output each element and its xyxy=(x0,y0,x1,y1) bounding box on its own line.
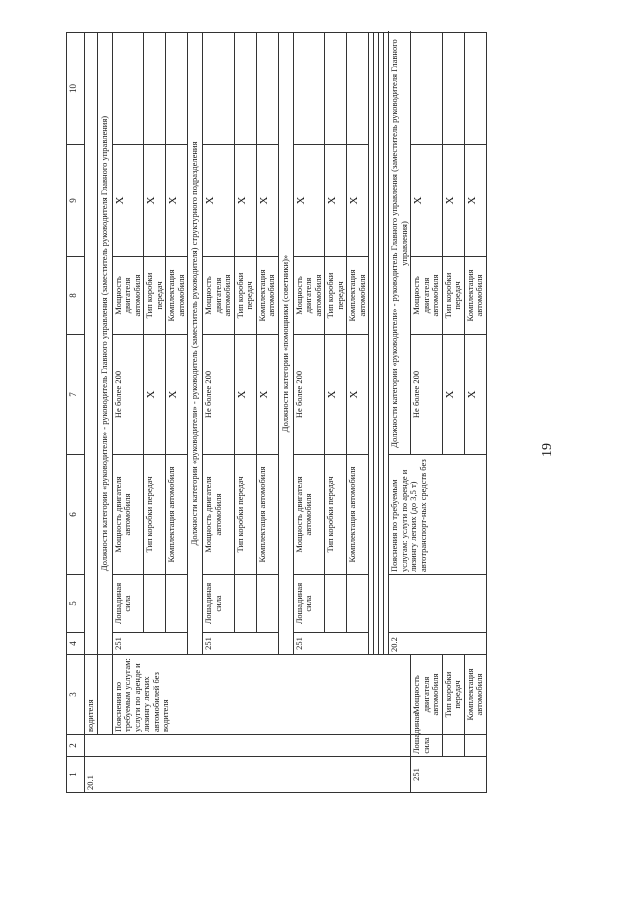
x-mark: X xyxy=(347,335,369,455)
characteristic-value: Не более 200 xyxy=(293,335,325,455)
characteristic-name: Комплектация автомобиля xyxy=(256,257,278,335)
characteristic-name: Комплектация автомобиля xyxy=(256,455,278,575)
category-band-text: Должности категории «руководители» - руководитель Главного управления (заместитель руководителя Главного управления) xyxy=(97,33,112,655)
x-mark: X xyxy=(203,145,235,257)
empty-cell xyxy=(256,33,278,145)
x-mark: X xyxy=(256,335,278,455)
characteristic-name: Мощность двигателя автомобиля xyxy=(203,257,235,335)
page-number: 19 xyxy=(540,443,555,457)
header-cell: 10 xyxy=(67,33,85,145)
characteristic-name: Тип коробки передач xyxy=(442,257,464,335)
x-mark: X xyxy=(234,335,256,455)
empty-cell xyxy=(411,33,443,145)
characteristic-value: Не более 200 xyxy=(411,335,443,455)
x-mark: X xyxy=(442,145,464,257)
empty-cell xyxy=(85,735,411,757)
empty-cell xyxy=(234,33,256,145)
x-mark: X xyxy=(411,145,443,257)
empty-cell xyxy=(166,575,188,633)
table-row xyxy=(112,33,144,793)
x-mark: X xyxy=(464,145,486,257)
characteristic-name: Комплектация автомобиля xyxy=(347,257,369,335)
characteristic-name: Тип коробки передач xyxy=(442,655,464,735)
characteristic-name: Мощность двигателя автомобиля xyxy=(293,455,325,575)
empty-cell xyxy=(389,575,487,633)
carryover-row xyxy=(85,33,98,793)
empty-cell xyxy=(442,33,464,145)
x-mark: X xyxy=(234,145,256,257)
header-cell: 3 xyxy=(67,655,85,735)
okei-code: 251 xyxy=(112,633,188,655)
header-cell: 2 xyxy=(67,735,85,757)
characteristic-name: Тип коробки передач xyxy=(234,257,256,335)
characteristic-name: Мощность двигателя автомобиля xyxy=(411,655,443,735)
x-mark: X xyxy=(144,145,166,257)
characteristic-name: Тип коробки передач xyxy=(234,455,256,575)
empty-cell xyxy=(325,33,347,145)
okei-unit: Лошадиная сила xyxy=(411,735,443,757)
header-cell: 7 xyxy=(67,335,85,455)
header-cell: 4 xyxy=(67,633,85,655)
carryover-rest xyxy=(85,33,98,655)
characteristic-name: Мощность двигателя автомобиля xyxy=(112,455,144,575)
header-cell: 5 xyxy=(67,575,85,633)
empty-cell xyxy=(112,33,144,145)
empty-cell xyxy=(347,575,369,633)
characteristic-name: Комплектация автомобиля xyxy=(464,257,486,335)
category-band xyxy=(97,33,112,793)
empty-cell xyxy=(293,33,325,145)
x-mark: X xyxy=(325,145,347,257)
table-row xyxy=(464,33,486,793)
x-mark: X xyxy=(144,335,166,455)
characteristic-name: Тип коробки передач xyxy=(325,455,347,575)
x-mark: X xyxy=(442,335,464,455)
x-mark: X xyxy=(166,335,188,455)
characteristic-name: Тип коробки передач xyxy=(144,257,166,335)
header-cell: 8 xyxy=(67,257,85,335)
category-band-text: Должности категории «помощники (советники)» xyxy=(278,33,293,655)
row-number: 20.1 xyxy=(85,757,411,793)
empty-cell xyxy=(166,33,188,145)
characteristic-name: Мощность двигателя автомобиля xyxy=(112,257,144,335)
empty-cell xyxy=(203,33,235,145)
okei-code: 251 xyxy=(203,633,279,655)
characteristic-name: Мощность двигателя автомобиля xyxy=(411,257,443,335)
empty-cell xyxy=(464,33,486,145)
characteristic-name: Комплектация автомобиля xyxy=(464,655,486,735)
table-row xyxy=(442,33,464,793)
characteristic-value: Не более 200 xyxy=(112,335,144,455)
okei-unit: Лошадиная сила xyxy=(112,575,144,633)
characteristic-name: Тип коробки передач xyxy=(144,455,166,575)
characteristic-name: Тип коробки передач xyxy=(325,257,347,335)
empty-cell xyxy=(442,735,464,757)
category-band-text: Должности категории «руководители» - руководитель (заместитель руководителя) структурного подразделения xyxy=(188,33,203,655)
characteristic-name: Комплектация автомобиля xyxy=(347,455,369,575)
okei-unit: Лошадиная сила xyxy=(203,575,235,633)
category-band-text: Должности категории «руководители» - руководитель Главного управления (заместитель руководителя Главного управления) xyxy=(389,33,411,455)
service-description: Пояснения по требуемым услугам: услуги по аренде и лизингу легких (до 3,5 т) автотранспорт-ных средств без xyxy=(389,455,487,575)
x-mark: X xyxy=(112,145,144,257)
header-cell: 9 xyxy=(67,145,85,257)
table-row xyxy=(411,33,443,793)
row-number: 20.2 xyxy=(389,633,487,655)
empty-cell xyxy=(464,735,486,757)
x-mark: X xyxy=(293,145,325,257)
characteristic-name: Комплектация автомобиля xyxy=(166,455,188,575)
empty-cell xyxy=(144,575,166,633)
empty-cell xyxy=(234,575,256,633)
characteristic-name: Мощность двигателя автомобиля xyxy=(293,257,325,335)
characteristics-table xyxy=(66,32,487,793)
header-cell: 6 xyxy=(67,455,85,575)
x-mark: X xyxy=(464,335,486,455)
characteristic-name: Мощность двигателя автомобиля xyxy=(203,455,235,575)
characteristic-name: Комплектация автомобиля xyxy=(166,257,188,335)
service-cell xyxy=(97,655,112,735)
header-row xyxy=(67,33,85,793)
x-mark: X xyxy=(325,335,347,455)
empty-cell xyxy=(256,575,278,633)
x-mark: X xyxy=(166,145,188,257)
characteristic-value: Не более 200 xyxy=(203,335,235,455)
empty-cell xyxy=(144,33,166,145)
okei-code: 251 xyxy=(293,633,369,655)
empty-cell xyxy=(325,575,347,633)
x-mark: X xyxy=(256,145,278,257)
service-description: Пояснения по требуемым услугам: услуги по аренде и лизингу легких автомобилей без водителя xyxy=(112,655,411,735)
carryover-text: водителя xyxy=(85,655,98,735)
x-mark: X xyxy=(347,145,369,257)
empty-cell xyxy=(347,33,369,145)
header-cell: 1 xyxy=(67,757,85,793)
okei-unit: Лошадиная сила xyxy=(293,575,325,633)
okei-code: 251 xyxy=(411,757,487,793)
